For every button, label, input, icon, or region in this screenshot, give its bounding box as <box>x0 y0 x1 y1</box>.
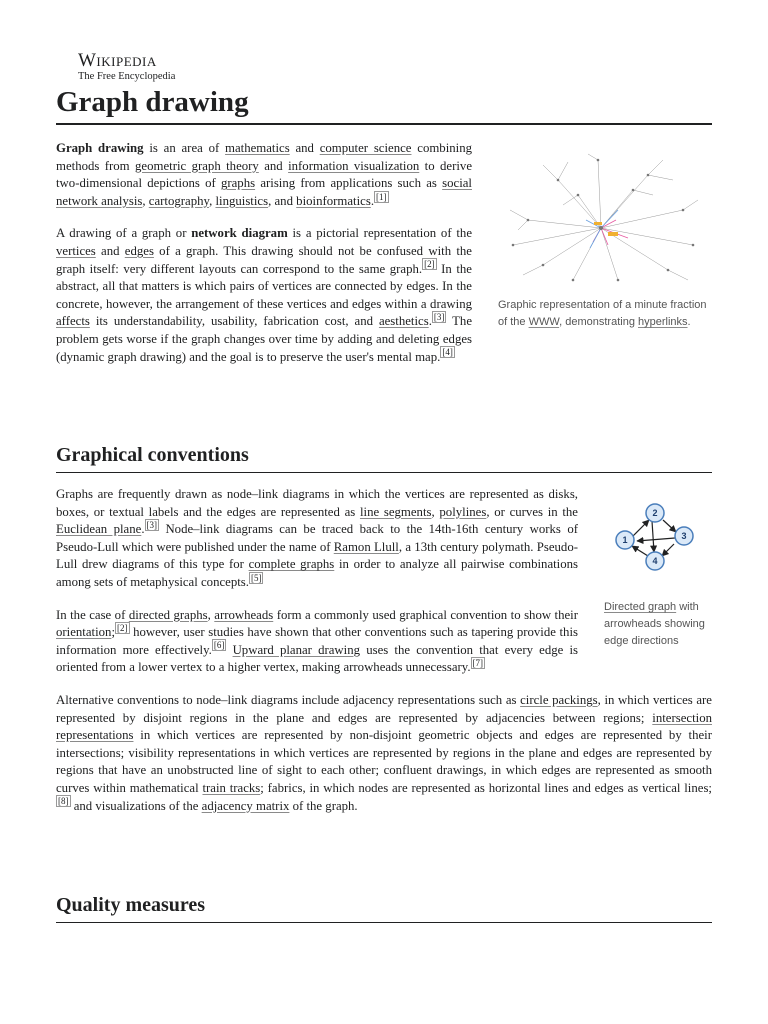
link-vertices[interactable]: vertices <box>56 243 96 258</box>
link-www[interactable]: WWW <box>528 316 560 328</box>
wikipedia-tagline: The Free Encyclopedia <box>78 71 176 82</box>
link-cartography[interactable]: cartography <box>148 193 210 208</box>
link-directed-graphs[interactable]: directed graphs <box>128 607 208 622</box>
link-hyperlinks[interactable]: hyperlinks <box>638 316 688 328</box>
reference-4[interactable]: [4] <box>442 347 453 358</box>
link-complete-graphs[interactable]: complete graphs <box>248 557 335 572</box>
link-line-segments[interactable]: line segments <box>359 504 432 519</box>
node-1-label: 1 <box>622 535 628 545</box>
node-3-label: 3 <box>681 531 687 541</box>
reference-1[interactable]: [1] <box>376 191 387 202</box>
link-polylines[interactable]: polylines <box>439 504 487 519</box>
link-graphs[interactable]: graphs <box>220 176 256 191</box>
reference-2b[interactable]: [2] <box>117 622 128 633</box>
node-2-label: 2 <box>652 508 658 518</box>
link-mathematics[interactable]: mathematics <box>225 141 290 155</box>
www-graph-image[interactable] <box>498 150 704 290</box>
reference-3[interactable]: [3] <box>433 312 445 323</box>
intro-section <box>56 140 712 366</box>
page-title: Graph drawing <box>56 84 712 125</box>
link-geometric-graph-theory[interactable]: geometric graph theory <box>135 158 259 173</box>
reference-5[interactable]: [5] <box>250 572 262 583</box>
directed-graph-image[interactable] <box>604 492 704 592</box>
wikipedia-logo[interactable] <box>78 51 175 83</box>
conventions-section <box>56 486 712 815</box>
link-euclidean-plane[interactable]: Euclidean plane <box>56 522 142 537</box>
link-affects[interactable]: affects <box>56 314 90 329</box>
reference-7[interactable]: [7] <box>472 658 484 669</box>
link-ramon-llull[interactable]: Ramon Llull <box>333 539 399 554</box>
heading-graphical-conventions: Graphical conventions <box>56 442 712 473</box>
link-computer-science[interactable]: computer science <box>319 141 412 155</box>
link-edges[interactable]: edges <box>124 243 154 258</box>
link-circle-packings[interactable]: circle packings <box>520 692 598 707</box>
reference-6[interactable]: [6] <box>213 640 225 651</box>
link-directed-graph-caption[interactable]: Directed graph <box>604 601 677 613</box>
link-social-network-analysis[interactable]: social network analysis <box>56 176 472 208</box>
conventions-paragraph-1: Graphs are frequently drawn as node–link diagrams in which the vertices are represented as disks, boxes, or textual labels and the edges are represented as line segments, polylines, or curves in the Euclidean plane. [3] Node–link diagrams can be traced back to the 14th-16th century works of Pseudo-Lull which were published under the name of Ramon Llull, a 13th century polymath. Pseudo-Lull drew diagrams of this type for complete graphs in order to analyze all pairwise combinations among sets of metaphysical concepts. [5] <box>56 487 579 589</box>
wikipedia-wordmark: Wikipedia <box>78 50 157 71</box>
node-4-label: 4 <box>652 556 658 566</box>
link-adjacency-matrix[interactable]: adjacency matrix <box>201 798 290 813</box>
directed-graph-caption: Directed graph with arrowheads showing edge directions <box>604 601 705 647</box>
conventions-paragraph-2: In the case of directed graphs, arrowheads form a commonly used graphical convention to show their orientation; [2] however, user studies have shown that other conventions such as tapering provide this information more effectively. [6] Upward planar drawing uses the convention that every edge is oriented from a lower vertex to a higher vertex, making arrowheads unnecessary. [7] <box>56 607 579 675</box>
link-linguistics[interactable]: linguistics <box>215 193 269 208</box>
link-arrowheads[interactable]: arrowheads <box>214 607 274 622</box>
reference-8[interactable]: [8] <box>58 796 69 807</box>
heading-quality-measures: Quality measures <box>56 892 712 923</box>
www-figure <box>498 150 712 331</box>
intro-paragraph-2: A drawing of a graph or network diagram is a pictorial representation of the vertices and edges of a graph. This drawing should not be confused with the graph itself: very different layouts can correspond to the same graph. [2] In the abstract, all that matters is which pairs of vertices are connected by edges. In the concrete, however, the arrangement of these vertices and edges within a drawing affects its understandability, usability, fabrication cost, and aesthetics. [3] The problem gets worse if the graph changes over time by adding and deleting edges (dynamic graph drawing) and the goal is to preserve the user's mental map. [4] <box>56 226 473 364</box>
intro-paragraph-1: Graph drawing is an area of mathematics and computer science combining methods from geometric graph theory and information visualization to derive two-dimensional depictions of graphs arising from applications such as social network analysis, cartography, linguistics, and bioinformatics. [1] <box>56 141 472 208</box>
link-upward-planar-drawing[interactable]: Upward planar drawing <box>232 642 361 657</box>
www-figure-caption: Graphic representation of a minute fraction of the WWW, demonstrating hyperlinks. <box>498 299 707 328</box>
link-train-tracks[interactable]: train tracks <box>202 780 261 795</box>
directed-graph-figure <box>604 492 712 650</box>
link-intersection-representations[interactable]: intersection representations <box>56 710 712 743</box>
link-aesthetics[interactable]: aesthetics <box>378 314 429 329</box>
link-information-visualization[interactable]: information visualization <box>288 158 420 173</box>
link-bioinformatics[interactable]: bioinformatics <box>296 193 371 208</box>
conventions-paragraph-3: Alternative conventions to node–link diagrams include adjacency representations such as circle packings, in which vertices are represented by disjoint regions in the plane and edges are represented by adjacencies between regions; intersection representations in which vertices are represented by non-disjoint geometric objects and edges are represented by their intersections; visibility representations in which vertices are represented by regions in the plane and edges are represented by regions that have an unobstructed line of sight to each other; confluent drawings, in which edges are represented as smooth curves within mathematical train tracks; fabrics, in which nodes are represented as horizontal lines and edges as vertical lines;[8] and visualizations of the adjacency matrix of the graph. <box>56 692 712 813</box>
reference-2[interactable]: [2] <box>424 259 435 270</box>
link-orientation[interactable]: orientation <box>56 625 112 640</box>
reference-3b[interactable]: [3] <box>146 519 158 530</box>
